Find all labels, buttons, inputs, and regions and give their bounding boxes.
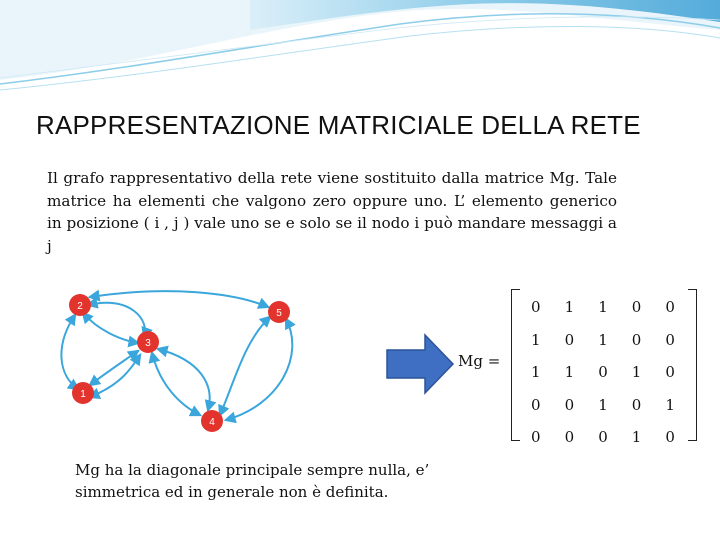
- matrix-cell: 1: [598, 330, 608, 349]
- graph-edge: [83, 313, 138, 343]
- matrix-cell: 0: [665, 428, 675, 447]
- matrix-row: [519, 324, 687, 357]
- graph-edge: [226, 319, 292, 420]
- matrix-cell: 0: [665, 363, 675, 382]
- body-paragraph: Il grafo rappresentativo della rete viene sostituito dalla matrice Mg. Tale matrice ha elementi che valgono zero oppure uno. L’ elemento generico in posizione ( i , j ) vale uno se e solo se il nodo i può mandare messaggi a j: [47, 169, 617, 255]
- matrix-cell: 0: [564, 395, 575, 414]
- graph-edge: [88, 303, 145, 337]
- matrix-label: Mg =: [458, 352, 501, 370]
- graph-edge: [90, 355, 140, 397]
- matrix-cell: 0: [598, 428, 608, 447]
- matrix-row: [519, 389, 687, 422]
- matrix-cell: 0: [631, 330, 642, 349]
- matrix-cell: 0: [531, 395, 541, 414]
- graph-node-label: 1: [80, 389, 86, 400]
- matrix-cell: 1: [564, 298, 575, 317]
- graph-edge: [61, 315, 78, 389]
- graph-edge: [158, 349, 210, 410]
- caption-text: Mg ha la diagonale principale sempre nulla, e’ simmetrica ed in generale non è definita.: [75, 461, 430, 501]
- graph-node-label: 4: [209, 417, 215, 428]
- matrix-cell: 0: [631, 298, 642, 317]
- graph-edge: [90, 291, 268, 307]
- matrix-cell: 1: [598, 298, 608, 317]
- matrix-cell: 0: [564, 428, 575, 447]
- network-graph: [50, 285, 310, 445]
- matrix-right-bracket: [688, 289, 697, 441]
- matrix-cell: 1: [531, 330, 541, 349]
- graph-node-label: 2: [77, 301, 83, 312]
- graph-edge: [152, 353, 200, 415]
- matrix-cell: 1: [631, 363, 642, 382]
- graph-node-label: 5: [276, 308, 282, 319]
- matrix-cell: 1: [665, 395, 675, 414]
- matrix-cell: 0: [598, 363, 608, 382]
- matrix-cell: 0: [665, 298, 675, 317]
- header-wave-decoration: [0, 0, 720, 95]
- graph-node-label: 3: [145, 338, 151, 349]
- slide-title: RAPPRESENTAZIONE MATRICIALE DELLA RETE: [36, 110, 641, 140]
- adjacency-matrix: [519, 291, 687, 454]
- matrix-row: [519, 356, 687, 389]
- matrix-cell: 1: [598, 395, 608, 414]
- matrix-cell: 1: [631, 428, 642, 447]
- matrix-cell: 0: [531, 298, 541, 317]
- matrix-row: [519, 291, 687, 324]
- right-arrow-icon: [385, 333, 455, 395]
- matrix-cell: 1: [564, 363, 575, 382]
- matrix-cell: 1: [531, 363, 541, 382]
- matrix-cell: 0: [665, 330, 675, 349]
- matrix-cell: 0: [631, 395, 642, 414]
- graph-edge: [220, 317, 270, 415]
- matrix-cell: 0: [531, 428, 541, 447]
- matrix-row: [519, 421, 687, 454]
- matrix-cell: 0: [564, 330, 575, 349]
